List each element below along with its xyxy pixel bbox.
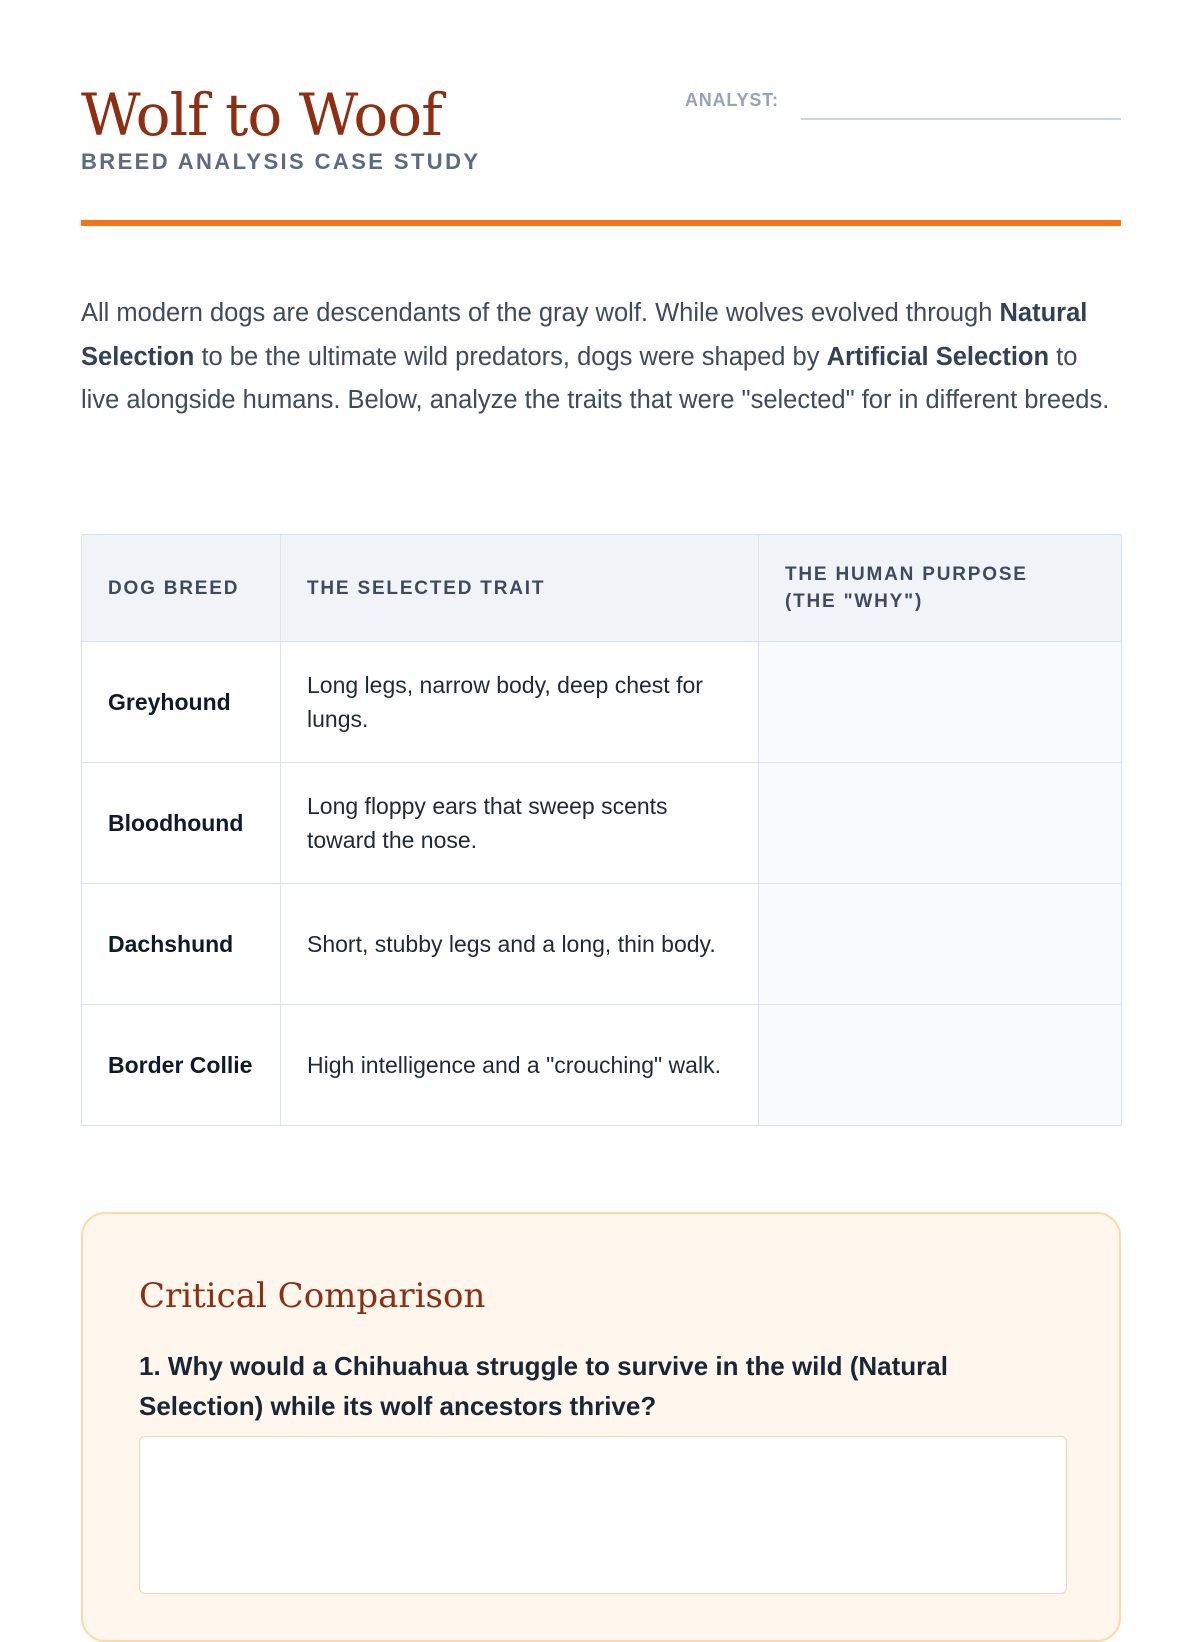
column-header-purpose-line2: (THE "WHY")	[785, 591, 924, 612]
column-header-purpose	[759, 535, 1122, 642]
intro-bold-artificial-selection: Artificial Selection	[826, 342, 1050, 371]
breed-analysis-table	[81, 534, 1122, 1126]
purpose-input-cell[interactable]	[759, 1005, 1122, 1126]
breed-cell: Bloodhound	[82, 763, 281, 884]
column-header-breed: DOG BREED	[82, 535, 281, 642]
worksheet-page	[81, 0, 1121, 1421]
purpose-input-cell[interactable]	[759, 884, 1122, 1005]
critical-comparison-section	[81, 1212, 1121, 1642]
breed-cell: Border Collie	[82, 1005, 281, 1126]
comparison-title: Critical Comparison	[139, 1276, 486, 1316]
purpose-input-cell[interactable]	[759, 763, 1122, 884]
header-divider	[81, 220, 1121, 226]
worksheet-header	[81, 0, 1121, 226]
breed-cell: Greyhound	[82, 642, 281, 763]
trait-cell: Short, stubby legs and a long, thin body.	[281, 884, 759, 1005]
page-subtitle: BREED ANALYSIS CASE STUDY	[81, 149, 481, 174]
intro-paragraph	[81, 292, 1121, 423]
answer-1-textarea[interactable]	[139, 1436, 1067, 1594]
purpose-input-cell[interactable]	[759, 642, 1122, 763]
breed-cell: Dachshund	[82, 884, 281, 1005]
intro-bold-natural-selection: Natural Selection	[81, 299, 1088, 371]
page-title: Wolf to Woof	[81, 81, 442, 149]
trait-cell: Long legs, narrow body, deep chest for lungs.	[281, 642, 759, 763]
column-header-purpose-line1: THE HUMAN PURPOSE	[785, 564, 1028, 585]
intro-text-3: to live alongside humans. Below, analyze the traits that were "selected" for in different breeds.	[81, 342, 1110, 414]
table-header-row	[82, 535, 1122, 642]
intro-text-2: to be the ultimate wild predators, dogs were shaped by	[194, 342, 827, 371]
analyst-label: ANALYST:	[685, 90, 779, 110]
table-row	[82, 642, 1122, 763]
table-row	[82, 884, 1122, 1005]
analyst-field[interactable]	[685, 88, 1121, 122]
table-row	[82, 763, 1122, 884]
question-1: 1. Why would a Chihuahua struggle to survive in the wild (Natural Selection) while its wolf ancestors thrive?	[139, 1351, 948, 1421]
column-header-trait: THE SELECTED TRAIT	[281, 535, 759, 642]
trait-cell: Long floppy ears that sweep scents toward the nose.	[281, 763, 759, 884]
intro-text-1: All modern dogs are descendants of the gray wolf. While wolves evolved through	[81, 299, 1000, 327]
table-row	[82, 1005, 1122, 1126]
analyst-input-line[interactable]	[801, 118, 1121, 120]
trait-cell: High intelligence and a "crouching" walk.	[281, 1005, 759, 1126]
